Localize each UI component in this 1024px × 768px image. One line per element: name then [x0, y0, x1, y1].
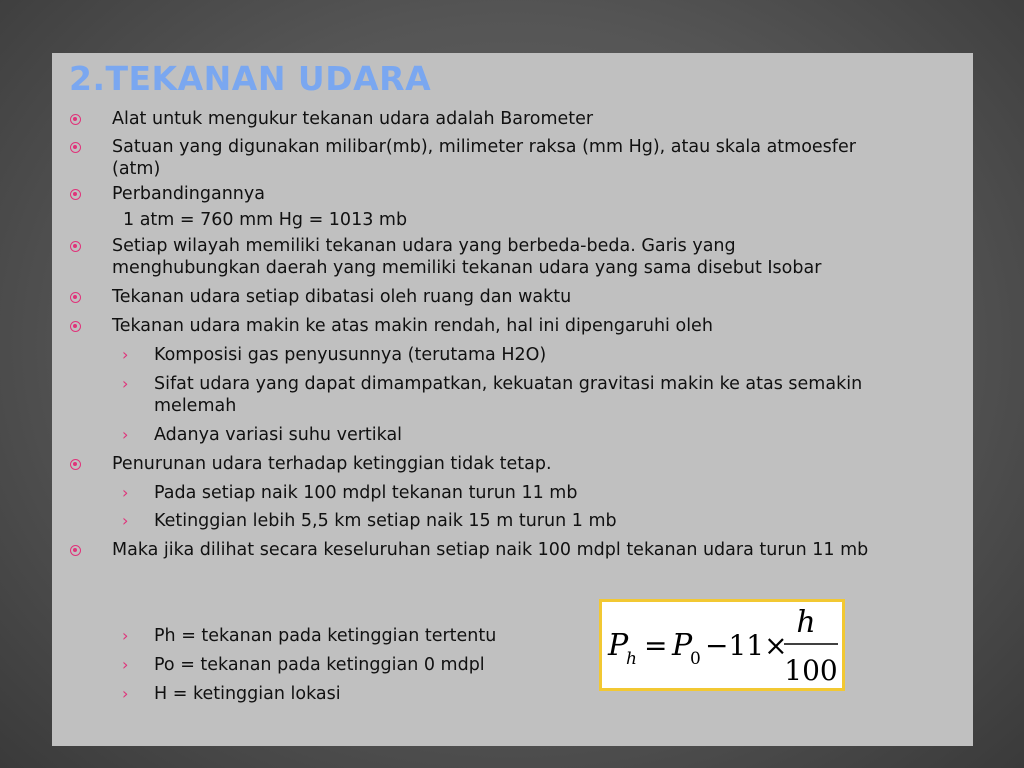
formula-sub-0: 0 — [690, 649, 701, 669]
chevron-right-icon: › — [122, 483, 129, 502]
circle-bullet-icon — [70, 142, 81, 153]
formula-equals: = — [644, 629, 668, 662]
circle-bullet-icon — [70, 459, 81, 470]
chevron-right-icon: › — [122, 511, 129, 530]
bullet-text: Maka jika dilihat secara keseluruhan setiap naik 100 mdpl tekanan udara turun 11 mb — [112, 540, 869, 560]
formula-p0: P — [672, 628, 693, 663]
formula-box — [599, 599, 845, 691]
chevron-right-icon: › — [122, 425, 129, 444]
formula-p: P — [608, 628, 629, 663]
bullet-text: menghubungkan daerah yang memiliki tekanan udara yang sama disebut Isobar — [112, 258, 822, 278]
circle-bullet-icon — [70, 321, 81, 332]
slide-title: 2.TEKANAN UDARA — [69, 59, 432, 98]
bullet-text: Tekanan udara makin ke atas makin rendah, hal ini dipengaruhi oleh — [112, 316, 713, 336]
bullet-text: Setiap wilayah memiliki tekanan udara yang berbeda-beda. Garis yang — [112, 236, 736, 256]
conversion-text: 1 atm = 760 mm Hg = 1013 mb — [123, 210, 408, 230]
chevron-right-icon: › — [122, 374, 129, 393]
formula-sub-h: h — [626, 649, 637, 669]
pressure-formula — [602, 602, 842, 688]
circle-bullet-icon — [70, 241, 81, 252]
circle-bullet-icon — [70, 189, 81, 200]
bullet-text: Alat untuk mengukur tekanan udara adalah Barometer — [112, 109, 594, 129]
sub-bullet-text: Adanya variasi suhu vertikal — [154, 425, 403, 445]
circle-bullet-icon — [70, 292, 81, 303]
chevron-right-icon: › — [122, 345, 129, 364]
sub-bullet-text: Komposisi gas penyusunnya (terutama H2O) — [154, 345, 547, 365]
legend-text: H = ketinggian lokasi — [154, 684, 341, 704]
bullet-text: Satuan yang digunakan milibar(mb), milimeter raksa (mm Hg), atau skala atmoesfer — [112, 137, 856, 157]
formula-numerator: h — [796, 605, 816, 640]
legend-text: Ph = tekanan pada ketinggian tertentu — [154, 626, 497, 646]
sub-bullet-text: Ketinggian lebih 5,5 km setiap naik 15 m turun 1 mb — [154, 511, 617, 531]
chevron-right-icon: › — [122, 684, 129, 703]
circle-bullet-icon — [70, 114, 81, 125]
formula-minus-11: −11× — [705, 629, 788, 662]
bullet-text: Penurunan udara terhadap ketinggian tidak tetap. — [112, 454, 552, 474]
sub-bullet-text: melemah — [154, 396, 237, 416]
legend-text: Po = tekanan pada ketinggian 0 mdpl — [154, 655, 485, 675]
bullet-text: Perbandingannya — [112, 184, 265, 204]
sub-bullet-text: Pada setiap naik 100 mdpl tekanan turun 11 mb — [154, 483, 578, 503]
formula-denominator: 100 — [784, 654, 838, 687]
sub-bullet-text: Sifat udara yang dapat dimampatkan, kekuatan gravitasi makin ke atas semakin — [154, 374, 863, 394]
bullet-text: (atm) — [112, 159, 161, 179]
circle-bullet-icon — [70, 545, 81, 556]
chevron-right-icon: › — [122, 626, 129, 645]
chevron-right-icon: › — [122, 655, 129, 674]
bullet-text: Tekanan udara setiap dibatasi oleh ruang dan waktu — [112, 287, 572, 307]
slide — [52, 53, 973, 746]
